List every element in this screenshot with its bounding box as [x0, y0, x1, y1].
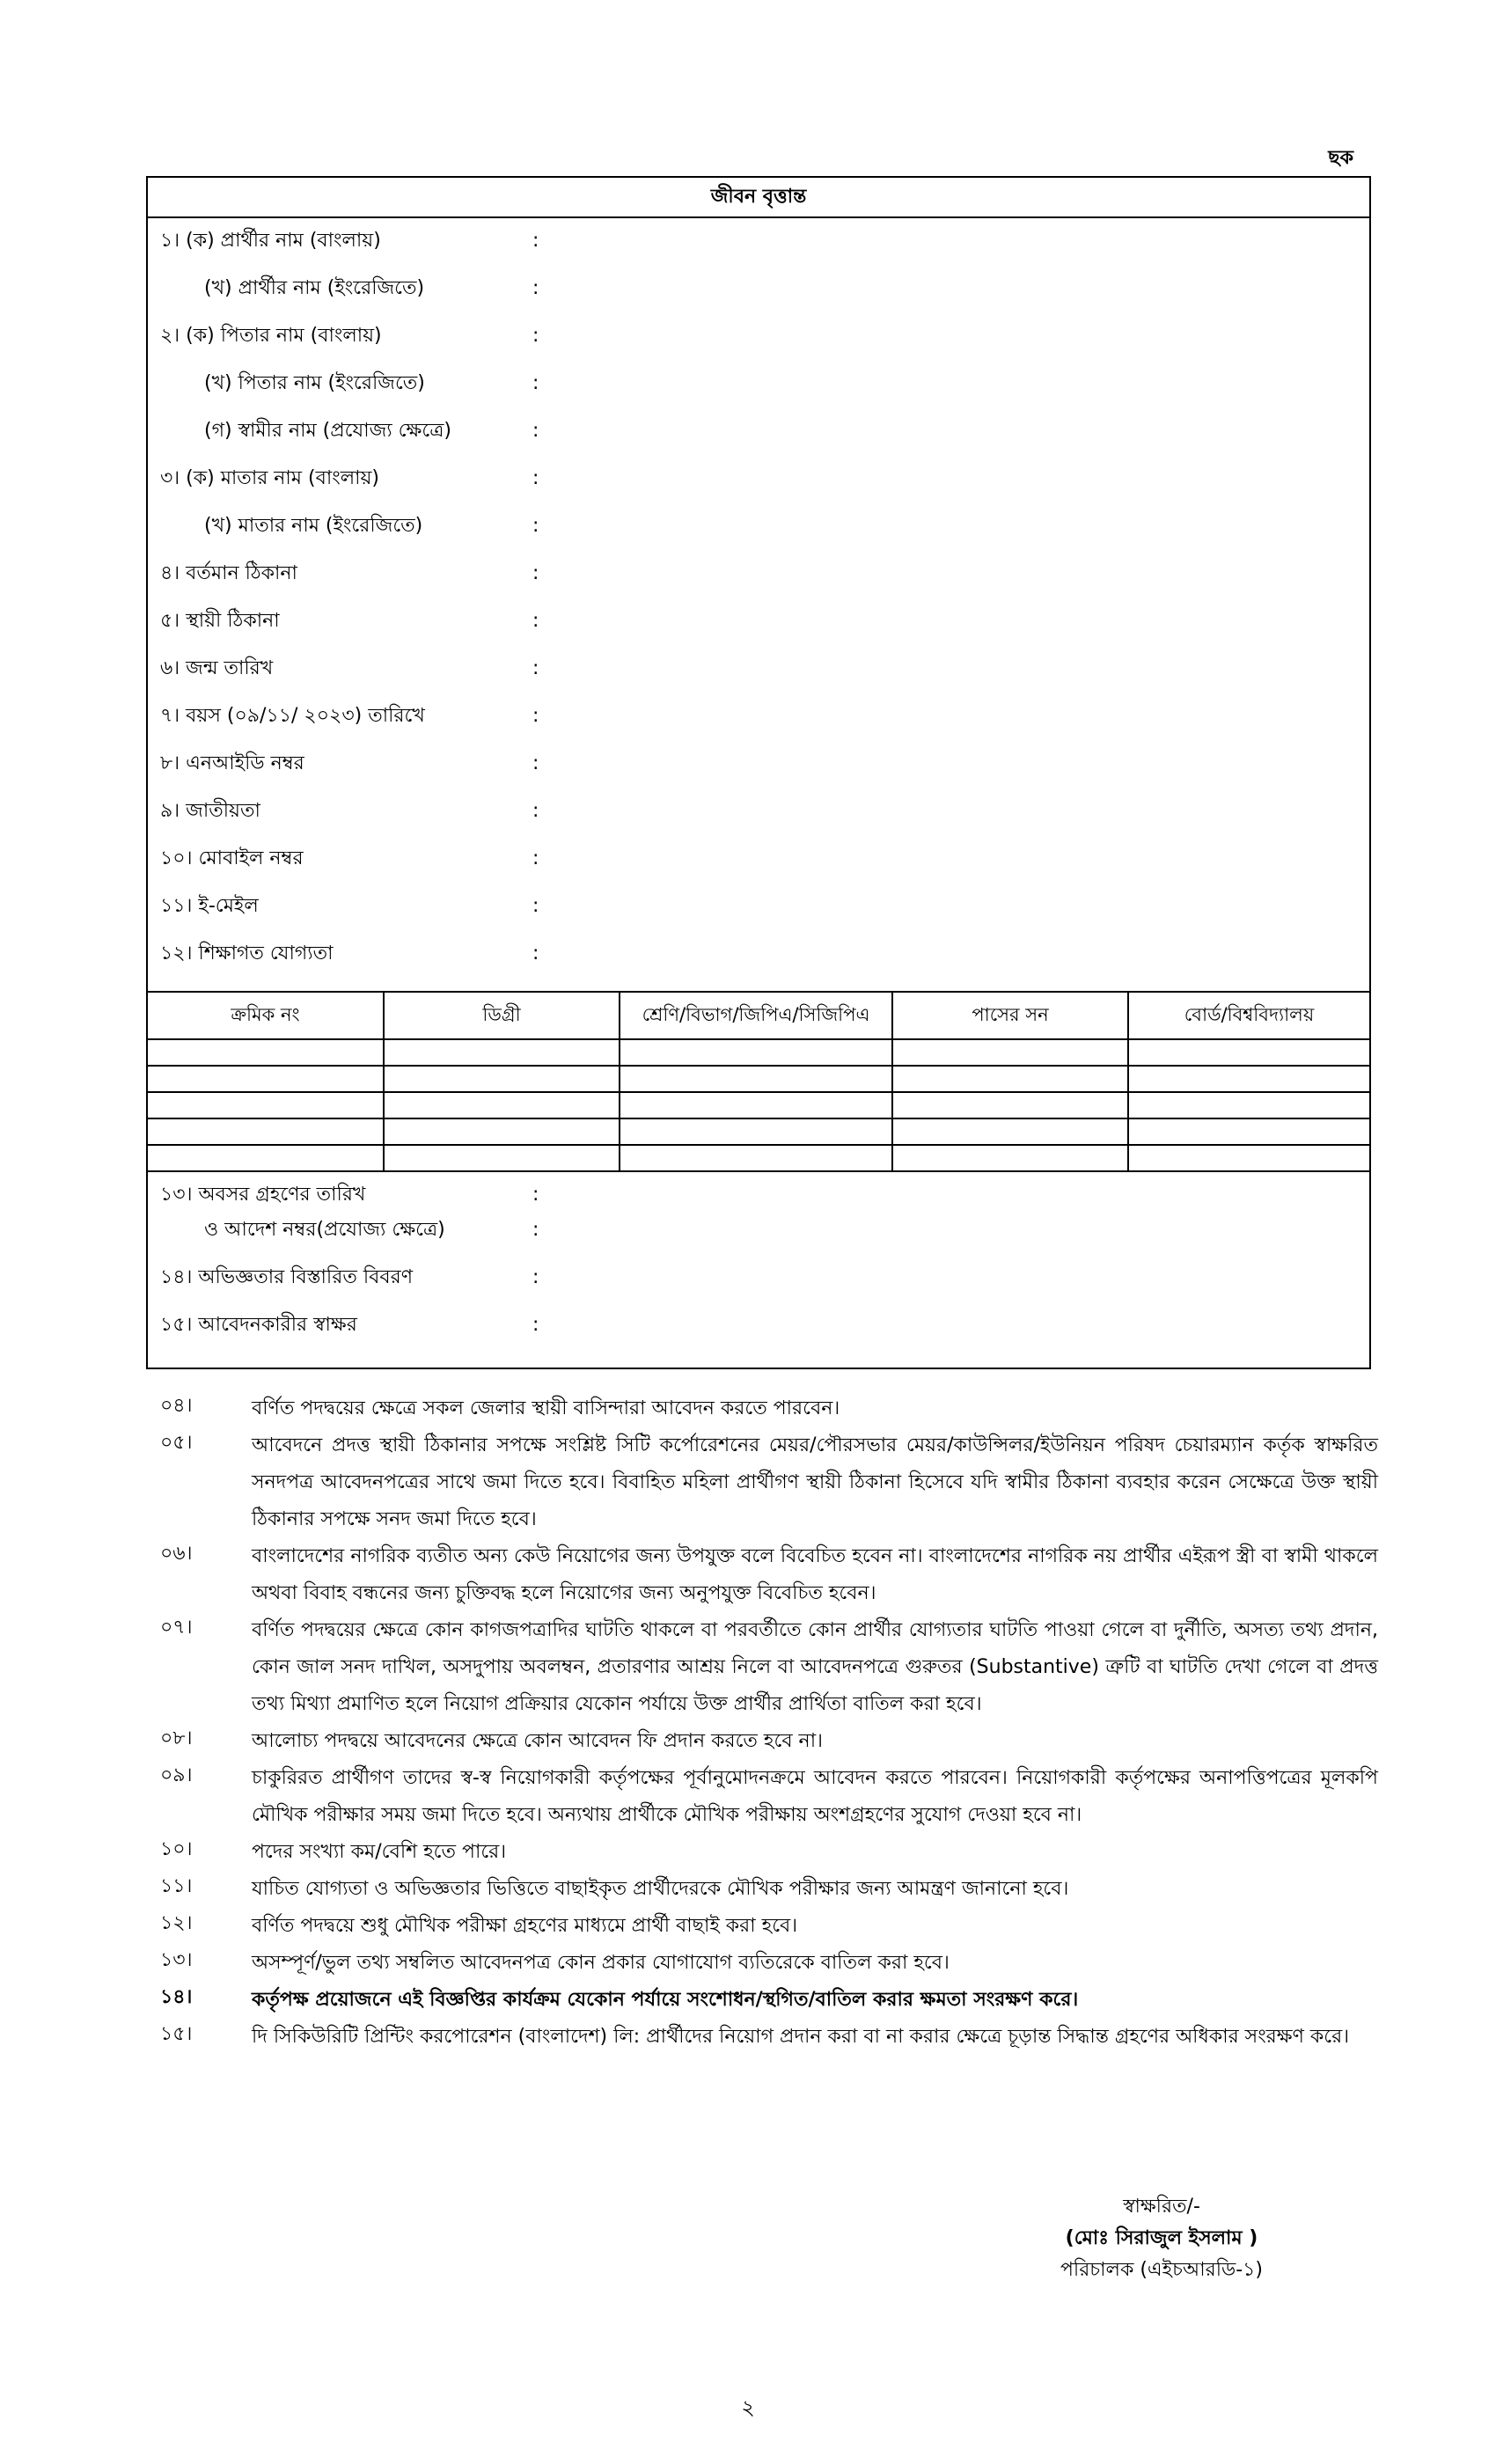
col-serial: ক্রমিক নং — [148, 992, 384, 1039]
col-degree: ডিগ্রী — [384, 992, 620, 1039]
field-retirement-date: ১৩। অবসর গ্রহণের তারিখ : — [160, 1184, 539, 1206]
col-grade: শ্রেণি/বিভাগ/জিপিএ/সিজিপিএ — [620, 992, 892, 1039]
field-husband-name: (গ) স্বামীর নাম (প্রযোজ্য ক্ষেত্রে) : — [204, 420, 539, 442]
list-item: ১৪। কর্তৃপক্ষ প্রয়োজনে এই বিজ্ঞপ্তির কার্যক্রম যেকোন পর্যায়ে সংশোধন/স্থগিত/বাতিল করার ক্ষমতা সংরক্ষণ করে। — [160, 1986, 1079, 2011]
table-row — [148, 1092, 1369, 1118]
list-item: ০৯। চাকুরিরত প্রার্থীগণ তাদের স্ব-স্ব নিয়োগকারী কর্তৃপক্ষের পূর্বানুমোদনক্রমে আবেদন করতে পারবেন। নিয়োগকারী কর্তৃপক্ষের অনাপত্তিপত্রের মূলকপি মৌখিক পরীক্ষার সময় জমা দিতে হবে। অন্যথায় প্রার্থীকে মৌখিক পরীক্ষায় অংশগ্রহণের সুযোগ দেওয়া হবে না। — [160, 1764, 1378, 1826]
field-candidate-name-en: (খ) প্রার্থীর নাম (ইংরেজিতে) : — [204, 277, 539, 299]
instructions-list — [146, 1390, 1378, 2056]
field-father-name-bn: ২। (ক) পিতার নাম (বাংলায়) : — [160, 325, 539, 347]
list-item: ০৫। আবেদনে প্রদত্ত স্থায়ী ঠিকানার সপক্ষে সংশ্লিষ্ট সিটি কর্পোরেশনের মেয়র/পৌরসভার মেয়র/কাউন্সিলর/ইউনিয়ন পরিষদ চেয়ারম্যান কর্তৃক স্বাক্ষরিত সনদপত্র আবেদনপত্রের সাথে জমা দিতে হবে। বিবাহিত মহিলা প্রার্থীগণ স্থায়ী ঠিকানা হিসেবে যদি স্বামীর ঠিকানা ব্যবহার করেন সেক্ষেত্রে উক্ত স্থায়ী ঠিকানার সপক্ষে সনদ জমা দিতে হবে। — [160, 1432, 1378, 1530]
table-cell — [1128, 1092, 1369, 1118]
table-cell — [148, 1145, 384, 1171]
table-row — [148, 1066, 1369, 1092]
table-cell — [384, 1039, 620, 1066]
table-cell — [620, 1066, 892, 1092]
table-cell — [1128, 1039, 1369, 1066]
table-cell — [892, 1039, 1128, 1066]
table-cell — [1128, 1145, 1369, 1171]
page-number: ২ — [741, 2395, 755, 2420]
cv-form — [146, 176, 1371, 1369]
table-cell — [384, 1118, 620, 1145]
table-cell — [1128, 1066, 1369, 1092]
signatory-name: (মোঃ সিরাজুল ইসলাম ) — [1065, 2227, 1258, 2249]
field-education: ১২। শিক্ষাগত যোগ্যতা : — [160, 942, 539, 964]
table-cell — [1128, 1118, 1369, 1145]
signature-block — [1021, 2191, 1302, 2286]
list-item: ০৪। বর্ণিত পদদ্বয়ের ক্ষেত্রে সকল জেলার স্থায়ী বাসিন্দারা আবেদন করতে পারবেন। — [160, 1395, 840, 1419]
signed-label: স্বাক্ষরিত/- — [1123, 2196, 1200, 2218]
field-permanent-address: ৫। স্থায়ী ঠিকানা : — [160, 610, 539, 632]
table-cell — [384, 1145, 620, 1171]
table-cell — [148, 1039, 384, 1066]
field-date-of-birth: ৬। জন্ম তারিখ : — [160, 657, 539, 679]
field-father-name-en: (খ) পিতার নাম (ইংরেজিতে) : — [204, 372, 539, 394]
table-cell — [148, 1092, 384, 1118]
table-cell — [892, 1066, 1128, 1092]
table-cell — [384, 1092, 620, 1118]
field-email: ১১। ই-মেইল : — [160, 895, 539, 917]
field-applicant-signature: ১৫। আবেদনকারীর স্বাক্ষর : — [160, 1314, 539, 1336]
table-cell — [620, 1118, 892, 1145]
field-present-address: ৪। বর্তমান ঠিকানা : — [160, 562, 539, 584]
field-mobile: ১০। মোবাইল নম্বর : — [160, 847, 539, 869]
field-experience: ১৪। অভিজ্ঞতার বিস্তারিত বিবরণ : — [160, 1266, 539, 1288]
table-cell — [892, 1092, 1128, 1118]
list-item: ০৬। বাংলাদেশের নাগরিক ব্যতীত অন্য কেউ নিয়োগের জন্য উপযুক্ত বলে বিবেচিত হবেন না। বাংলাদেশের নাগরিক নয় প্রার্থীর এইরূপ স্ত্রী বা স্বামী থাকলে অথবা বিবাহ বন্ধনের জন্য চুক্তিবদ্ধ হলে নিয়োগের জন্য অনুপযুক্ত বিবেচিত হবেন। — [160, 1543, 1378, 1604]
table-cell — [892, 1118, 1128, 1145]
field-candidate-name-bn: ১। (ক) প্রার্থীর নাম (বাংলায়) : — [160, 230, 539, 252]
list-item: ১৫। দি সিকিউরিটি প্রিন্টিং করপোরেশন (বাংলাদেশ) লি: প্রার্থীদের নিয়োগ প্রদান করা বা না করার ক্ষেত্রে চূড়ান্ত সিদ্ধান্ত গ্রহণের অধিকার সংরক্ষণ করে। — [160, 2023, 1350, 2048]
list-item: ০৭। বর্ণিত পদদ্বয়ের ক্ষেত্রে কোন কাগজপত্রাদির ঘাটতি থাকলে বা পরবর্তীতে কোন প্রার্থীর যোগ্যতার ঘাটতি পাওয়া গেলে বা দুর্নীতি, অসত্য তথ্য প্রদান, কোন জাল সনদ দাখিল, অসদুপায় অবলম্বন, প্রতারণার আশ্রয় নিলে বা আবেদনপত্রে গুরুতর (Substantive) ত্রুটি বা ঘাটতি দেখা গেলে বা প্রদত্ত তথ্য মিথ্যা প্রমাণিত হলে নিয়োগ প্রক্রিয়ার যেকোন পর্যায়ে উক্ত প্রার্থীর প্রার্থিতা বাতিল করা হবে। — [160, 1617, 1378, 1715]
col-board-university: বোর্ড/বিশ্ববিদ্যালয় — [1128, 992, 1369, 1039]
table-cell — [620, 1039, 892, 1066]
table-row — [148, 1039, 1369, 1066]
field-nid: ৮। এনআইডি নম্বর : — [160, 752, 539, 774]
education-header-row — [148, 992, 1369, 1039]
table-cell — [620, 1092, 892, 1118]
field-order-number: ও আদেশ নম্বর(প্রযোজ্য ক্ষেত্রে) : — [204, 1219, 539, 1241]
table-cell — [148, 1066, 384, 1092]
table-row — [148, 1118, 1369, 1145]
list-item: ১১। যাচিত যোগ্যতা ও অভিজ্ঞতার ভিত্তিতে বাছাইকৃত প্রার্থীদেরকে মৌখিক পরীক্ষার জন্য আমন্ত্রণ জানানো হবে। — [160, 1875, 1069, 1900]
list-item: ১২। বর্ণিত পদদ্বয়ে শুধু মৌখিক পরীক্ষা গ্রহণের মাধ্যমে প্রার্থী বাছাই করা হবে। — [160, 1912, 798, 1937]
education-table — [148, 991, 1369, 1172]
signatory-designation: পরিচালক (এইচআরডি-১) — [1060, 2259, 1264, 2281]
field-nationality: ৯। জাতীয়তা : — [160, 800, 539, 822]
table-cell — [620, 1145, 892, 1171]
form-tag: ছক — [1328, 147, 1353, 169]
table-row — [148, 1145, 1369, 1171]
list-item: ০৮। আলোচ্য পদদ্বয়ে আবেদনের ক্ষেত্রে কোন আবেদন ফি প্রদান করতে হবে না। — [160, 1727, 823, 1752]
table-cell — [148, 1118, 384, 1145]
cv-title: জীবন বৃত্তান্ত — [148, 178, 1369, 218]
field-age: ৭। বয়স (০৯/১১/ ২০২৩) তারিখে : — [160, 705, 539, 727]
field-mother-name-en: (খ) মাতার নাম (ইংরেজিতে) : — [204, 515, 539, 537]
list-item: ১০। পদের সংখ্যা কম/বেশি হতে পারে। — [160, 1838, 507, 1863]
table-cell — [892, 1145, 1128, 1171]
col-passing-year: পাসের সন — [892, 992, 1128, 1039]
list-item: ১৩। অসম্পূর্ণ/ভুল তথ্য সম্বলিত আবেদনপত্র কোন প্রকার যোগাযোগ ব্যতিরেকে বাতিল করা হবে। — [160, 1949, 950, 1974]
field-mother-name-bn: ৩। (ক) মাতার নাম (বাংলায়) : — [160, 467, 539, 489]
table-cell — [384, 1066, 620, 1092]
